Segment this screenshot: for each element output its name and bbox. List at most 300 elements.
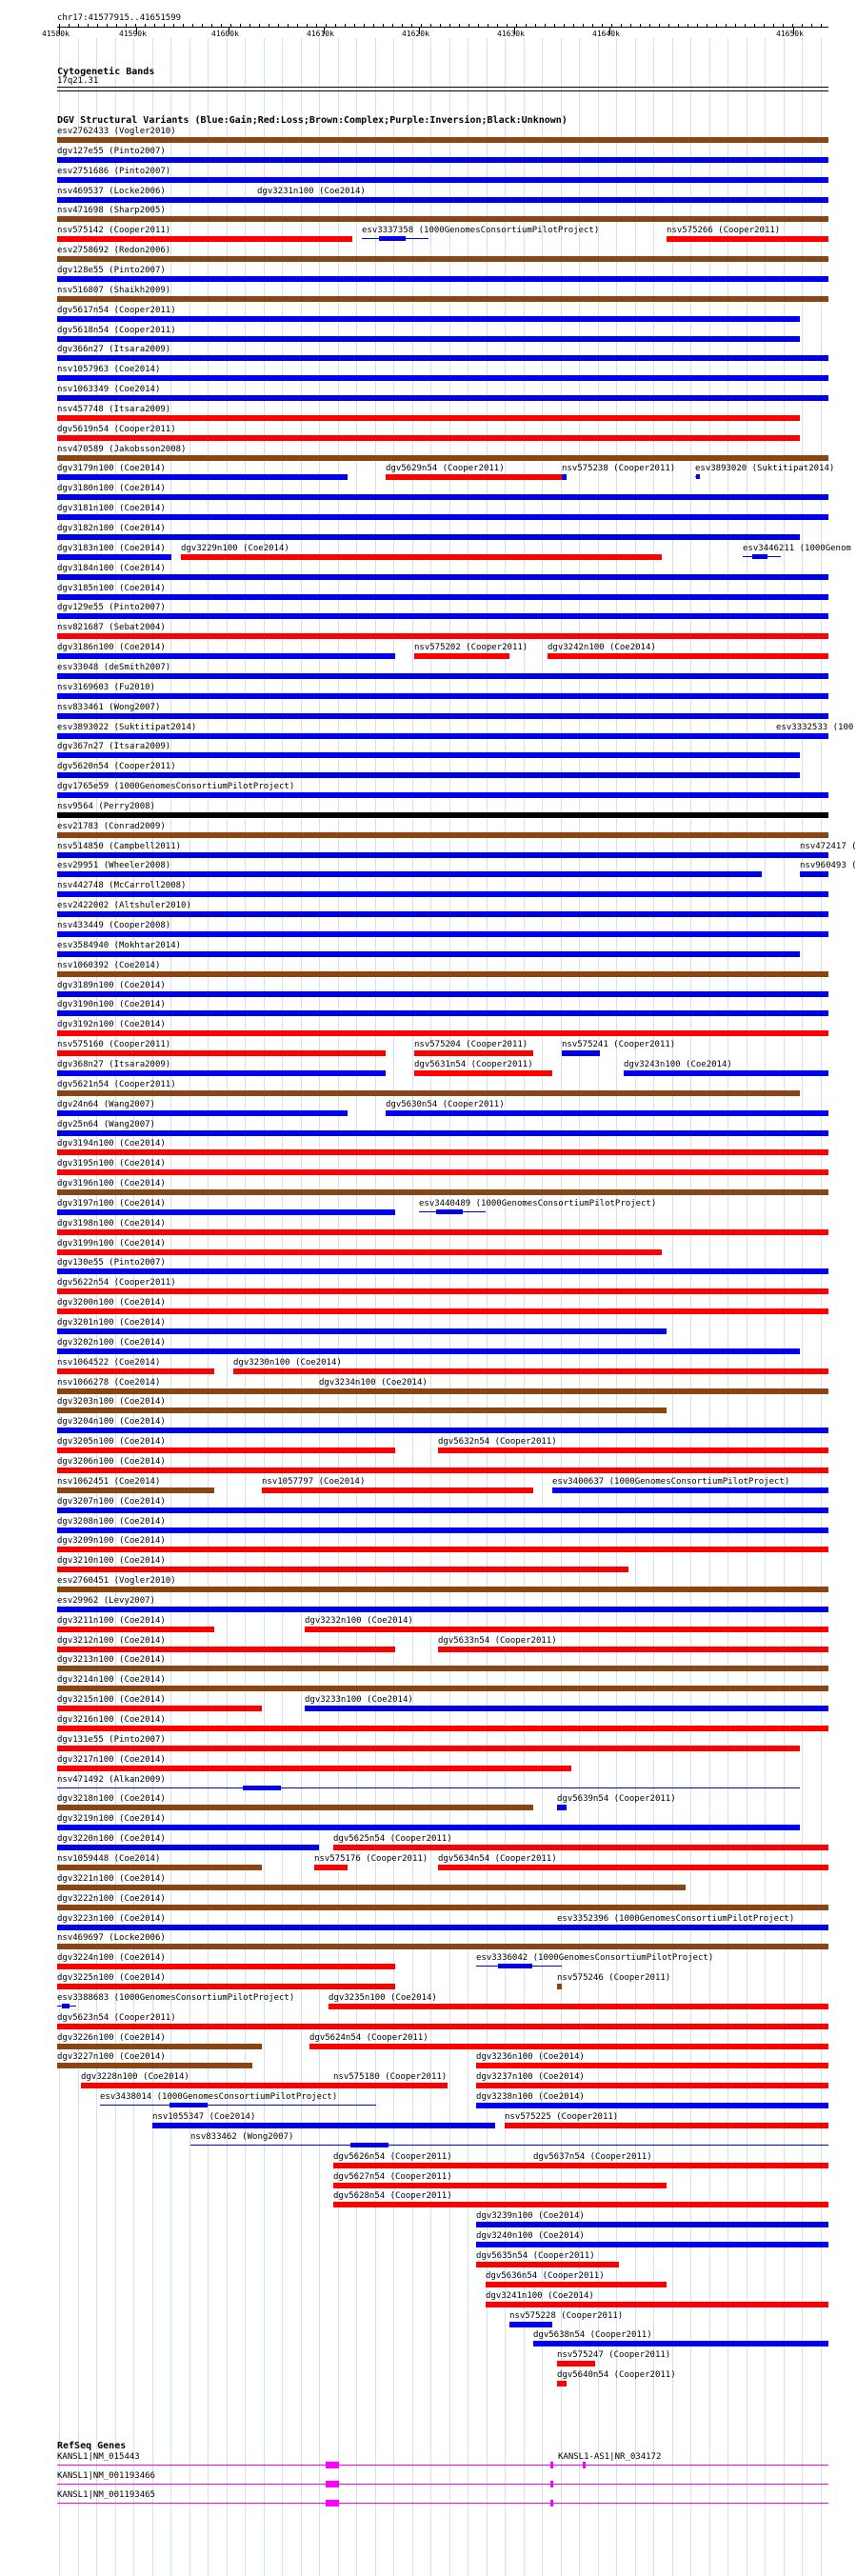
variant-label[interactable]: dgv3200n100 (Coe2014) <box>57 1298 166 1308</box>
variant-label[interactable]: dgv3230n100 (Coe2014) <box>233 1357 342 1368</box>
variant-bar[interactable] <box>57 137 828 143</box>
variant-label[interactable]: nsv516807 (Shaikh2009) <box>57 285 171 295</box>
variant-bar[interactable] <box>800 871 828 877</box>
variant-bar[interactable] <box>624 1070 828 1076</box>
variant-bar[interactable] <box>57 455 828 461</box>
variant-label[interactable]: dgv3226n100 (Coe2014) <box>57 2032 166 2043</box>
variant-bar[interactable] <box>386 474 562 480</box>
variant-label[interactable]: dgv128e55 (Pinto2007) <box>57 265 166 275</box>
variant-bar[interactable] <box>57 1308 828 1314</box>
variant-bar[interactable] <box>333 2083 448 2088</box>
variant-label[interactable]: dgv3238n100 (Coe2014) <box>476 2092 585 2103</box>
variant-label[interactable]: dgv3241n100 (Coe2014) <box>486 2290 594 2301</box>
variant-bar[interactable] <box>476 2063 828 2068</box>
variant-bar[interactable] <box>57 1408 667 1413</box>
variant-label[interactable]: dgv131e55 (Pinto2007) <box>57 1734 166 1745</box>
variant-bar[interactable] <box>57 971 828 977</box>
variant-bar[interactable] <box>486 2282 667 2287</box>
variant-bar[interactable] <box>57 713 828 719</box>
variant-label[interactable]: dgv3215n100 (Coe2014) <box>57 1695 166 1706</box>
variant-bar[interactable] <box>57 157 828 163</box>
variant-label[interactable]: dgv3185n100 (Coe2014) <box>57 583 166 593</box>
variant-bar[interactable] <box>57 1666 828 1671</box>
variant-bar[interactable] <box>557 2381 567 2386</box>
variant-bar[interactable] <box>57 415 800 421</box>
variant-bar[interactable] <box>57 1268 828 1274</box>
variant-label[interactable]: dgv5628n54 (Cooper2011) <box>333 2191 452 2202</box>
variant-label[interactable]: dgv3231n100 (Coe2014) <box>257 186 366 196</box>
variant-bar[interactable] <box>800 852 828 858</box>
variant-label[interactable]: nsv575238 (Cooper2011) <box>562 464 676 474</box>
gene-exon[interactable] <box>326 2481 339 2487</box>
variant-label[interactable]: nsv575266 (Cooper2011) <box>667 226 781 236</box>
gene-exon[interactable] <box>583 2462 586 2468</box>
variant-label[interactable]: dgv3211n100 (Coe2014) <box>57 1615 166 1626</box>
variant-bar[interactable] <box>57 1149 828 1155</box>
variant-label[interactable]: dgv3222n100 (Coe2014) <box>57 1893 166 1904</box>
variant-bar[interactable] <box>562 474 567 480</box>
variant-label[interactable]: dgv3218n100 (Coe2014) <box>57 1794 166 1805</box>
variant-bar[interactable] <box>62 2004 70 2008</box>
variant-label[interactable]: dgv3224n100 (Coe2014) <box>57 1953 166 1964</box>
variant-bar[interactable] <box>57 236 352 242</box>
variant-bar[interactable] <box>57 931 828 937</box>
variant-label[interactable]: dgv3219n100 (Coe2014) <box>57 1814 166 1825</box>
variant-label[interactable]: dgv3225n100 (Coe2014) <box>57 1973 166 1984</box>
variant-bar[interactable] <box>533 2163 828 2168</box>
variant-label[interactable]: dgv127e55 (Pinto2007) <box>57 146 166 156</box>
variant-label[interactable]: nsv433449 (Cooper2008) <box>57 921 171 930</box>
variant-label[interactable]: nsv469537 (Locke2006) <box>57 186 166 196</box>
variant-label[interactable]: esv2751686 (Pinto2007) <box>57 166 171 176</box>
variant-bar[interactable] <box>57 177 828 183</box>
variant-bar[interactable] <box>57 1885 686 1890</box>
variant-bar[interactable] <box>57 1587 828 1592</box>
variant-label[interactable]: dgv3243n100 (Coe2014) <box>624 1059 732 1069</box>
variant-label[interactable]: dgv3202n100 (Coe2014) <box>57 1337 166 1348</box>
variant-bar[interactable] <box>436 1209 463 1214</box>
variant-label[interactable]: nsv1059448 (Coe2014) <box>57 1853 161 1864</box>
variant-label[interactable]: dgv3198n100 (Coe2014) <box>57 1218 166 1228</box>
variant-bar[interactable] <box>262 1488 533 1493</box>
variant-label[interactable]: dgv5625n54 (Cooper2011) <box>333 1834 452 1845</box>
variant-bar[interactable] <box>57 693 828 699</box>
variant-bar[interactable] <box>57 1169 828 1175</box>
variant-bar[interactable] <box>57 1030 828 1036</box>
variant-label[interactable]: dgv5639n54 (Cooper2011) <box>557 1794 676 1805</box>
variant-bar[interactable] <box>57 1607 828 1612</box>
variant-bar[interactable] <box>552 1488 828 1493</box>
variant-label[interactable]: dgv3181n100 (Coe2014) <box>57 504 166 514</box>
variant-bar[interactable] <box>57 653 395 659</box>
variant-label[interactable]: nsv457748 (Itsara2009) <box>57 404 171 414</box>
variant-label[interactable]: dgv5621n54 (Cooper2011) <box>57 1079 176 1089</box>
variant-label[interactable]: dgv3239n100 (Coe2014) <box>476 2211 585 2222</box>
variant-bar[interactable] <box>152 2123 495 2128</box>
variant-bar[interactable] <box>438 1647 828 1652</box>
variant-bar[interactable] <box>57 1528 828 1533</box>
variant-label[interactable]: dgv3182n100 (Coe2014) <box>57 524 166 533</box>
variant-line[interactable] <box>100 2105 376 2106</box>
variant-label[interactable]: nsv833462 (Wong2007) <box>190 2131 294 2142</box>
variant-bar[interactable] <box>305 1627 828 1632</box>
variant-label[interactable]: nsv471698 (Sharp2005) <box>57 206 166 216</box>
variant-label[interactable]: esv2758692 (Redon2006) <box>57 246 171 256</box>
variant-label[interactable]: dgv3220n100 (Coe2014) <box>57 1834 166 1845</box>
variant-bar[interactable] <box>329 2004 828 2009</box>
variant-label[interactable]: dgv3195n100 (Coe2014) <box>57 1159 166 1169</box>
variant-label[interactable]: esv33048 (deSmith2007) <box>57 662 171 672</box>
variant-label[interactable]: dgv5622n54 (Cooper2011) <box>57 1278 176 1288</box>
variant-bar[interactable] <box>57 871 762 877</box>
variant-label[interactable]: dgv3223n100 (Coe2014) <box>57 1913 166 1924</box>
variant-bar[interactable] <box>57 1766 571 1771</box>
variant-label[interactable]: dgv5624n54 (Cooper2011) <box>309 2032 428 2043</box>
variant-bar[interactable] <box>557 1984 562 1989</box>
variant-label[interactable]: esv3336042 (1000GenomesConsortiumPilotProject) <box>476 1953 714 1964</box>
variant-bar[interactable] <box>57 1209 395 1215</box>
gene-exon[interactable] <box>550 2462 553 2468</box>
variant-label[interactable]: dgv3183n100 (Coe2014) <box>57 543 166 553</box>
variant-bar[interactable] <box>57 991 828 997</box>
variant-bar[interactable] <box>57 1547 828 1552</box>
variant-label[interactable]: dgv5629n54 (Cooper2011) <box>386 464 505 474</box>
variant-label[interactable]: dgv3216n100 (Coe2014) <box>57 1715 166 1725</box>
variant-bar[interactable] <box>57 1805 533 1810</box>
variant-bar[interactable] <box>57 792 828 798</box>
variant-label[interactable]: dgv3184n100 (Coe2014) <box>57 563 166 573</box>
variant-bar[interactable] <box>696 474 700 479</box>
variant-bar[interactable] <box>57 1567 628 1572</box>
variant-label[interactable]: esv3893022 (Suktitipat2014) <box>57 722 197 732</box>
variant-label[interactable]: dgv3209n100 (Coe2014) <box>57 1536 166 1547</box>
variant-label[interactable]: dgv3205n100 (Coe2014) <box>57 1437 166 1448</box>
variant-label[interactable]: dgv3208n100 (Coe2014) <box>57 1516 166 1527</box>
variant-bar[interactable] <box>414 653 509 659</box>
gene-exon[interactable] <box>550 2500 553 2506</box>
variant-bar[interactable] <box>57 1010 828 1016</box>
variant-bar[interactable] <box>752 554 767 559</box>
variant-label[interactable]: esv3332533 (100 <box>776 722 854 732</box>
variant-label[interactable]: dgv5640n54 (Cooper2011) <box>557 2370 676 2381</box>
variant-label[interactable]: nsv575160 (Cooper2011) <box>57 1040 171 1050</box>
variant-bar[interactable] <box>57 1746 800 1751</box>
variant-label[interactable]: dgv3210n100 (Coe2014) <box>57 1556 166 1567</box>
variant-bar[interactable] <box>57 1726 828 1731</box>
variant-bar[interactable] <box>562 1050 600 1056</box>
variant-label[interactable]: nsv575228 (Cooper2011) <box>509 2310 624 2321</box>
variant-label[interactable]: nsv575246 (Cooper2011) <box>557 1973 671 1984</box>
variant-label[interactable]: esv3352396 (1000GenomesConsortiumPilotProject) <box>557 1913 795 1924</box>
variant-label[interactable]: dgv3237n100 (Coe2014) <box>476 2072 585 2083</box>
variant-bar[interactable] <box>57 1944 828 1949</box>
variant-bar[interactable] <box>486 2302 828 2307</box>
variant-label[interactable]: nsv575204 (Cooper2011) <box>414 1040 528 1050</box>
variant-label[interactable]: dgv5635n54 (Cooper2011) <box>476 2250 595 2261</box>
variant-bar[interactable] <box>57 2044 262 2049</box>
variant-label[interactable]: nsv1063349 (Coe2014) <box>57 385 161 395</box>
variant-bar[interactable] <box>57 2063 252 2068</box>
variant-label[interactable]: dgv5634n54 (Cooper2011) <box>438 1853 557 1864</box>
variant-bar[interactable] <box>476 2242 828 2247</box>
variant-bar[interactable] <box>386 1110 828 1116</box>
variant-label[interactable]: nsv1055347 (Coe2014) <box>152 2112 256 2122</box>
variant-label[interactable]: dgv3227n100 (Coe2014) <box>57 2052 166 2063</box>
variant-label[interactable]: nsv575176 (Cooper2011) <box>314 1853 428 1864</box>
variant-label[interactable]: esv3388683 (1000GenomesConsortiumPilotProject) <box>57 1992 295 2003</box>
variant-bar[interactable] <box>57 1368 214 1374</box>
variant-label[interactable]: dgv3213n100 (Coe2014) <box>57 1655 166 1666</box>
variant-label[interactable]: dgv5617n54 (Cooper2011) <box>57 305 176 315</box>
variant-label[interactable]: nsv9564 (Perry2008) <box>57 801 155 811</box>
variant-bar[interactable] <box>785 733 798 738</box>
variant-bar[interactable] <box>476 2222 828 2227</box>
variant-label[interactable]: dgv5632n54 (Cooper2011) <box>438 1437 557 1448</box>
variant-label[interactable]: dgv3212n100 (Coe2014) <box>57 1635 166 1646</box>
variant-bar[interactable] <box>438 1448 828 1453</box>
variant-label[interactable]: nsv821687 (Sebat2004) <box>57 623 166 633</box>
variant-label[interactable]: nsv3169603 (Fu2010) <box>57 682 155 692</box>
variant-label[interactable]: dgv3233n100 (Coe2014) <box>305 1695 413 1706</box>
variant-bar[interactable] <box>57 1328 667 1334</box>
variant-bar[interactable] <box>533 2341 828 2346</box>
variant-label[interactable]: dgv1765e59 (1000GenomesConsortiumPilotProject) <box>57 782 295 792</box>
variant-label[interactable]: dgv3236n100 (Coe2014) <box>476 2052 585 2063</box>
variant-label[interactable]: dgv5631n54 (Cooper2011) <box>414 1059 533 1069</box>
variant-label[interactable]: dgv3189n100 (Coe2014) <box>57 980 166 990</box>
variant-bar[interactable] <box>57 1905 828 1910</box>
variant-label[interactable]: dgv368n27 (Itsara2009) <box>57 1059 171 1069</box>
variant-label[interactable]: esv2422002 (Altshuler2010) <box>57 901 191 911</box>
variant-bar[interactable] <box>379 236 406 241</box>
variant-label[interactable]: nsv442748 (McCarroll2008) <box>57 881 187 891</box>
variant-label[interactable]: dgv130e55 (Pinto2007) <box>57 1258 166 1268</box>
variant-bar[interactable] <box>476 2083 828 2088</box>
variant-bar[interactable] <box>333 2202 828 2207</box>
variant-label[interactable]: dgv3201n100 (Coe2014) <box>57 1318 166 1328</box>
variant-bar[interactable] <box>57 613 828 619</box>
variant-label[interactable]: esv29951 (Wheeler2008) <box>57 861 171 871</box>
variant-bar[interactable] <box>57 1070 386 1076</box>
gene-exon[interactable] <box>326 2500 339 2506</box>
variant-label[interactable]: dgv3204n100 (Coe2014) <box>57 1417 166 1428</box>
variant-label[interactable]: dgv3217n100 (Coe2014) <box>57 1754 166 1765</box>
variant-label[interactable]: dgv3207n100 (Coe2014) <box>57 1496 166 1507</box>
variant-label[interactable]: dgv25n64 (Wang2007) <box>57 1119 155 1129</box>
gene-label[interactable]: KANSL1|NM_001193466 <box>57 2471 155 2481</box>
variant-bar[interactable] <box>57 1845 319 1850</box>
variant-label[interactable]: nsv960493 ( <box>800 861 857 871</box>
variant-label[interactable]: nsv833461 (Wong2007) <box>57 702 161 712</box>
variant-label[interactable]: esv21783 (Conrad2009) <box>57 821 166 831</box>
variant-bar[interactable] <box>57 1825 800 1830</box>
variant-label[interactable]: dgv3229n100 (Coe2014) <box>181 543 289 553</box>
variant-label[interactable]: nsv470589 (Jakobsson2008) <box>57 444 187 454</box>
variant-label[interactable]: dgv5620n54 (Cooper2011) <box>57 762 176 772</box>
variant-label[interactable]: esv3446211 (1000Genom <box>743 543 851 553</box>
variant-bar[interactable] <box>57 494 828 500</box>
variant-bar[interactable] <box>57 2024 828 2029</box>
variant-bar[interactable] <box>57 296 828 302</box>
gene-label[interactable]: KANSL1|NM_015443 <box>57 2452 140 2462</box>
variant-label[interactable]: dgv3203n100 (Coe2014) <box>57 1397 166 1408</box>
variant-bar[interactable] <box>57 1388 319 1394</box>
variant-bar[interactable] <box>57 812 828 818</box>
variant-bar[interactable] <box>57 911 828 917</box>
variant-bar[interactable] <box>557 1805 567 1810</box>
variant-bar[interactable] <box>57 574 828 580</box>
variant-bar[interactable] <box>57 1627 214 1632</box>
variant-label[interactable]: dgv24n64 (Wang2007) <box>57 1099 155 1109</box>
variant-bar[interactable] <box>57 951 800 957</box>
variant-bar[interactable] <box>57 1189 828 1195</box>
variant-bar[interactable] <box>57 852 800 858</box>
gene-label[interactable]: KANSL1-AS1|NR_034172 <box>558 2452 662 2462</box>
variant-bar[interactable] <box>350 2143 389 2147</box>
variant-line[interactable] <box>57 1787 800 1788</box>
variant-label[interactable]: dgv5623n54 (Cooper2011) <box>57 2012 176 2023</box>
variant-bar[interactable] <box>57 1488 214 1493</box>
variant-label[interactable]: nsv1060392 (Coe2014) <box>57 960 161 970</box>
variant-label[interactable]: dgv5618n54 (Cooper2011) <box>57 325 176 335</box>
variant-label[interactable]: dgv129e55 (Pinto2007) <box>57 603 166 613</box>
variant-label[interactable]: nsv1066278 (Coe2014) <box>57 1377 161 1388</box>
variant-label[interactable]: esv3584940 (Mokhtar2014) <box>57 940 182 950</box>
variant-label[interactable]: nsv1057963 (Coe2014) <box>57 365 161 375</box>
variant-label[interactable]: dgv3190n100 (Coe2014) <box>57 1000 166 1010</box>
variant-label[interactable]: nsv575142 (Cooper2011) <box>57 226 171 236</box>
variant-bar[interactable] <box>333 1845 828 1850</box>
variant-label[interactable]: dgv3242n100 (Coe2014) <box>548 643 656 653</box>
variant-bar[interactable] <box>57 1348 800 1354</box>
variant-bar[interactable] <box>57 197 257 203</box>
variant-label[interactable]: dgv3194n100 (Coe2014) <box>57 1139 166 1149</box>
variant-label[interactable]: dgv3199n100 (Coe2014) <box>57 1238 166 1248</box>
variant-label[interactable]: nsv472417 ( <box>800 841 857 851</box>
variant-bar[interactable] <box>57 1468 828 1473</box>
variant-bar[interactable] <box>57 733 828 739</box>
variant-bar[interactable] <box>243 1786 281 1790</box>
variant-label[interactable]: dgv3197n100 (Coe2014) <box>57 1198 166 1208</box>
variant-line[interactable] <box>190 2145 828 2146</box>
variant-bar[interactable] <box>57 1229 828 1235</box>
variant-bar[interactable] <box>57 1090 800 1096</box>
variant-label[interactable]: dgv3206n100 (Coe2014) <box>57 1456 166 1467</box>
variant-label[interactable]: dgv5627n54 (Cooper2011) <box>333 2171 452 2182</box>
variant-bar[interactable] <box>438 1865 828 1870</box>
variant-bar[interactable] <box>57 534 800 540</box>
variant-bar[interactable] <box>57 514 828 520</box>
variant-bar[interactable] <box>319 1388 828 1394</box>
variant-bar[interactable] <box>57 772 800 778</box>
variant-bar[interactable] <box>57 1050 386 1056</box>
variant-bar[interactable] <box>414 1050 533 1056</box>
variant-bar[interactable] <box>57 316 800 322</box>
variant-label[interactable]: nsv1057797 (Coe2014) <box>262 1476 366 1487</box>
variant-bar[interactable] <box>57 1925 828 1930</box>
variant-label[interactable]: dgv5619n54 (Cooper2011) <box>57 424 176 434</box>
variant-label[interactable]: nsv575225 (Cooper2011) <box>505 2112 619 2122</box>
variant-label[interactable]: dgv5630n54 (Cooper2011) <box>386 1099 505 1109</box>
variant-label[interactable]: esv3400637 (1000GenomesConsortiumPilotProject) <box>552 1476 790 1487</box>
variant-bar[interactable] <box>57 1964 395 1969</box>
variant-bar[interactable] <box>57 752 800 758</box>
variant-bar[interactable] <box>57 256 828 262</box>
variant-bar[interactable] <box>57 375 828 381</box>
variant-bar[interactable] <box>57 1288 828 1294</box>
variant-bar[interactable] <box>57 1865 262 1870</box>
variant-bar[interactable] <box>498 1964 532 1968</box>
variant-label[interactable]: esv3438014 (1000GenomesConsortiumPilotProject) <box>100 2092 338 2103</box>
variant-bar[interactable] <box>57 1686 828 1691</box>
variant-bar[interactable] <box>57 554 171 560</box>
variant-bar[interactable] <box>557 2361 595 2366</box>
gene-intron-line[interactable] <box>57 2503 828 2504</box>
variant-label[interactable]: dgv367n27 (Itsara2009) <box>57 742 171 752</box>
variant-label[interactable]: nsv575180 (Cooper2011) <box>333 2072 448 2083</box>
variant-label[interactable]: dgv5626n54 (Cooper2011) <box>333 2151 452 2162</box>
variant-label[interactable]: nsv575202 (Cooper2011) <box>414 643 528 653</box>
variant-bar[interactable] <box>476 2262 619 2267</box>
variant-bar[interactable] <box>305 1706 828 1711</box>
variant-label[interactable]: nsv575241 (Cooper2011) <box>562 1040 676 1050</box>
gene-exon[interactable] <box>326 2462 339 2468</box>
variant-label[interactable]: nsv1064522 (Coe2014) <box>57 1357 161 1368</box>
variant-label[interactable]: dgv3186n100 (Coe2014) <box>57 643 166 653</box>
variant-label[interactable]: nsv575247 (Cooper2011) <box>557 2350 671 2361</box>
variant-label[interactable]: dgv5633n54 (Cooper2011) <box>438 1635 557 1646</box>
variant-bar[interactable] <box>57 1984 395 1989</box>
variant-bar[interactable] <box>309 2044 828 2049</box>
variant-bar[interactable] <box>57 355 828 361</box>
variant-bar[interactable] <box>57 395 828 401</box>
variant-bar[interactable] <box>57 1508 828 1513</box>
gene-exon[interactable] <box>550 2481 553 2487</box>
variant-label[interactable]: nsv514850 (Campbell2011) <box>57 841 182 851</box>
variant-bar[interactable] <box>57 594 828 600</box>
variant-bar[interactable] <box>505 2123 828 2128</box>
variant-bar[interactable] <box>57 1110 348 1116</box>
variant-label[interactable]: esv2760451 (Vogler2010) <box>57 1576 176 1587</box>
variant-bar[interactable] <box>667 236 828 242</box>
variant-label[interactable]: dgv3179n100 (Coe2014) <box>57 464 166 474</box>
variant-label[interactable]: esv3337358 (1000GenomesConsortiumPilotProject) <box>362 226 600 236</box>
gene-intron-line[interactable] <box>57 2465 828 2466</box>
variant-label[interactable]: dgv3232n100 (Coe2014) <box>305 1615 413 1626</box>
variant-label[interactable]: nsv1062451 (Coe2014) <box>57 1476 161 1487</box>
variant-label[interactable]: nsv471492 (Alkan2009) <box>57 1774 166 1785</box>
variant-bar[interactable] <box>588 1925 627 1929</box>
variant-bar[interactable] <box>414 1070 552 1076</box>
variant-bar[interactable] <box>81 2083 343 2088</box>
variant-bar[interactable] <box>57 474 348 480</box>
gene-intron-line[interactable] <box>57 2484 828 2485</box>
variant-label[interactable]: esv3440489 (1000GenomesConsortiumPilotProject) <box>419 1198 657 1208</box>
variant-bar[interactable] <box>57 1706 262 1711</box>
variant-bar[interactable] <box>181 554 662 560</box>
variant-bar[interactable] <box>57 1428 828 1433</box>
variant-label[interactable]: dgv3228n100 (Coe2014) <box>81 2072 189 2083</box>
variant-bar[interactable] <box>169 2103 208 2107</box>
variant-label[interactable]: dgv5636n54 (Cooper2011) <box>486 2270 605 2281</box>
variant-bar[interactable] <box>57 276 828 282</box>
variant-bar[interactable] <box>233 1368 828 1374</box>
variant-label[interactable]: dgv366n27 (Itsara2009) <box>57 345 171 355</box>
variant-label[interactable]: dgv3180n100 (Coe2014) <box>57 484 166 494</box>
variant-label[interactable]: esv29962 (Levy2007) <box>57 1595 155 1606</box>
variant-label[interactable]: dgv5637n54 (Cooper2011) <box>533 2151 652 2162</box>
variant-label[interactable]: esv2762433 (Vogler2010) <box>57 127 176 136</box>
